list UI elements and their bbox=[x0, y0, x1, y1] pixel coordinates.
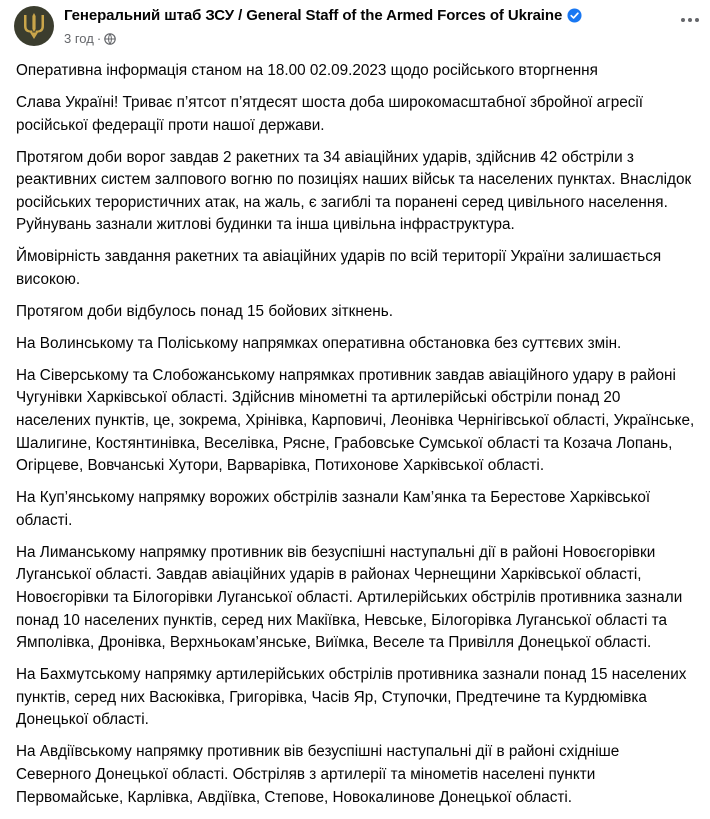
globe-icon[interactable] bbox=[104, 33, 116, 45]
trident-emblem-icon bbox=[21, 12, 47, 40]
post-meta bbox=[64, 31, 116, 46]
author-name[interactable] bbox=[64, 7, 582, 24]
post-body bbox=[16, 60, 696, 819]
post-timestamp[interactable]: 3 год bbox=[64, 31, 94, 46]
post-paragraph: На Куп’янському напрямку ворожих обстрілів зазнали Кам’янка та Берестове Харківської області. bbox=[16, 489, 651, 529]
post-paragraph: Оперативна інформація станом на 18.00 02.09.2023 щодо російського вторгнення bbox=[16, 62, 598, 79]
post-paragraph: Ймовірність завдання ракетних та авіаційних ударів по всій території України залишається високою. bbox=[16, 248, 662, 288]
more-options-icon[interactable] bbox=[678, 8, 702, 32]
author-name-text[interactable]: Генеральний штаб ЗСУ / General Staff of the Armed Forces of Ukraine bbox=[64, 7, 563, 24]
post-paragraph: Протягом доби відбулось понад 15 бойових зіткнень. bbox=[16, 302, 393, 320]
verified-badge-icon bbox=[567, 8, 582, 23]
post-paragraph: Протягом доби ворог завдав 2 ракетних та 34 авіаційних ударів, здійснив 42 обстріли з реактивних систем залпового вогню по позиціях наших військ та населених пунктах. Внаслідок російських терористичних атак, на жаль, є загиблі та поранені серед цивільного населення. Руйнувань зазнали житлові будинки та інша цивільна інфраструктура. bbox=[16, 148, 692, 234]
post-paragraph: На Лиманському напрямку противник вів безуспішні наступальні дії в районі Новоєгорівки Луганської області. Завдав авіаційних ударів в районах Чернещини Харківської області, Новоєгорівки та Білогорівки Луганської області. Артилерійських обстрілів противника зазнали понад 10 населених пунктів, серед них Макіївка, Невське, Білогорівка Луганської області та Ямполівка, Дронівка, Верхньокам’янське, Виїмка, Веселе та Привілля Донецької області. bbox=[16, 543, 683, 652]
avatar[interactable] bbox=[14, 6, 54, 46]
post-paragraph: На Авдіївському напрямку противник вів безуспішні наступальні дії в районі східніше Северного Донецької області. Обстріляв з артилерії та мінометів населені пункти Первомайське, Карлівка, Авдіївка, Степове, Новокалинове Донецької області. bbox=[16, 743, 620, 806]
post-paragraph: На Сіверському та Слобожанському напрямках противник завдав авіаційного удару в районі Чугунівки Харківської області. Здійснив мінометні та артилерійські обстріли понад 20 населених пунктів, це, зокрема, Хрінівка, Карповичі, Леонівка Чернігівської області, Українське, Шалигине, Костянтинівка, Веселівка, Рясне, Грабовське Сумської області та Козача Лопань, Огірцеве, Вовчанські Хутори, Варварівка, Потихонове Харківської області. bbox=[16, 366, 695, 475]
post-paragraph: На Волинському та Поліському напрямках оперативна обстановка без суттєвих змін. bbox=[16, 334, 622, 352]
post-paragraph: Слава Україні! Триває п’ятсот п’ятдесят шоста доба широкомасштабної збройної агресії російської федерації проти нашої держави. bbox=[16, 93, 644, 134]
post-header bbox=[14, 6, 704, 52]
meta-separator: · bbox=[96, 31, 102, 46]
post-paragraph: На Бахмутському напрямку артилерійських обстрілів противника зазнали понад 15 населених пунктів, серед них Васюківка, Григорівка, Часів Яр, Ступочки, Предтечине та Курдюмівка Донецької області. bbox=[16, 666, 687, 729]
